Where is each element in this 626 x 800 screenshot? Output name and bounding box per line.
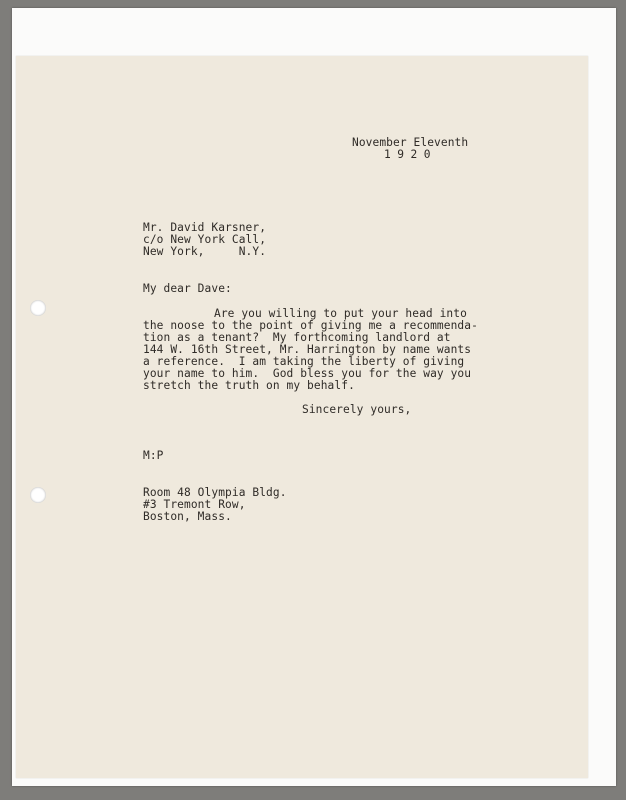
body-line: the noose to the point of giving me a recommenda- — [143, 319, 478, 332]
return-address-line: Room 48 Olympia Bldg. — [143, 486, 287, 499]
return-address-line: Boston, Mass. — [143, 510, 232, 523]
date-line-year: 1920 — [384, 148, 437, 161]
body-line: your name to him. God bless you for the way you — [143, 367, 472, 380]
letter-page — [16, 56, 588, 778]
salutation: My dear Dave: — [143, 282, 232, 295]
date-line-month-day: November Eleventh — [352, 136, 469, 149]
punch-hole-bottom — [30, 487, 46, 503]
body-line: stretch the truth on my behalf. — [143, 379, 355, 392]
body-line: Are you willing to put your head into — [214, 307, 467, 320]
body-line: 144 W. 16th Street, Mr. Harrington by name wants — [143, 343, 472, 356]
return-address-line: #3 Tremont Row, — [143, 498, 246, 511]
punch-hole-top — [30, 300, 46, 316]
typist-initials: M:P — [143, 449, 164, 462]
body-line: tion as a tenant? My forthcoming landlord at — [143, 331, 451, 344]
recipient-city: New York, N.Y. — [143, 245, 267, 258]
recipient-organization: c/o New York Call, — [143, 233, 267, 246]
recipient-name: Mr. David Karsner, — [143, 221, 267, 234]
body-line: a reference. I am taking the liberty of giving — [143, 355, 465, 368]
closing: Sincerely yours, — [302, 403, 412, 416]
